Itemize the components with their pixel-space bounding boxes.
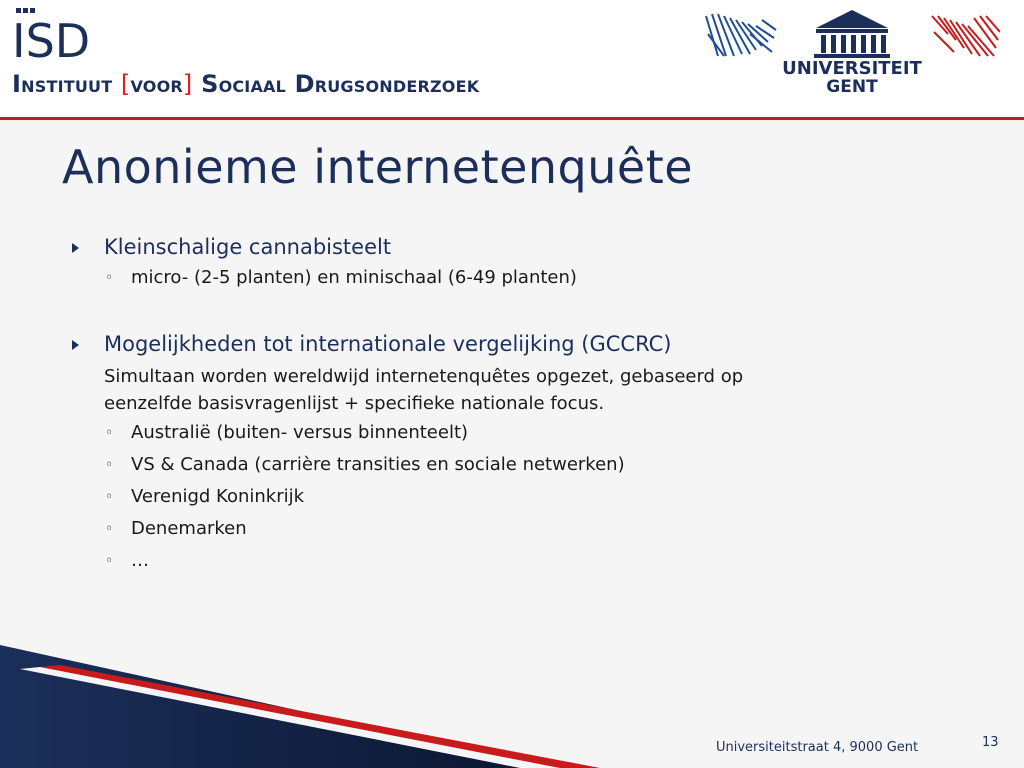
sub-bullet <box>72 513 952 545</box>
bullet-text: Mogelijkheden tot internationale vergelijking (GCCRC) <box>104 332 672 356</box>
slide-content <box>72 232 952 577</box>
circle-bullet-icon: ◦ <box>105 270 114 286</box>
paragraph-line: Simultaan worden wereldwijd internetenquêtes opgezet, gebaseerd op <box>104 366 744 387</box>
footer-decoration <box>0 645 620 768</box>
circle-bullet-icon: ◦ <box>105 489 114 505</box>
institute-name: INSTITUUT [VOOR] SOCIAAL DRUGSONDERZOEK <box>12 70 480 98</box>
sub-bullet <box>72 262 952 294</box>
circle-bullet-icon: ◦ <box>105 521 114 537</box>
paragraph-line: eenzelfde basisvragenlijst + specifieke nationale focus. <box>104 393 605 414</box>
isd-logo <box>10 2 90 64</box>
red-stripes <box>932 16 1000 56</box>
page-number: 13 <box>982 735 999 750</box>
isd-logo-text: ISD <box>12 14 90 64</box>
sub-bullet-text: Denemarken <box>131 518 247 539</box>
sub-bullet-text: … <box>131 550 149 571</box>
slide-title: Anonieme internetenquête <box>62 140 694 194</box>
sub-bullet-text: micro- (2-5 planten) en minischaal (6-49 planten) <box>131 267 577 288</box>
sub-bullet <box>72 545 952 577</box>
sub-bullet-text: Australië (buiten- versus binnenteelt) <box>131 422 469 443</box>
ugent-logo <box>704 4 1000 98</box>
bullet-paragraph <box>72 363 952 417</box>
circle-bullet-icon: ◦ <box>105 425 114 441</box>
bullet-arrow-icon <box>72 340 79 350</box>
bullet-text: Kleinschalige cannabisteelt <box>104 235 392 259</box>
sub-bullet <box>72 449 952 481</box>
footer-address: Universiteitstraat 4, 9000 Gent <box>716 740 919 755</box>
sub-bullet-text: VS & Canada (carrière transities en sociale netwerken) <box>131 454 625 475</box>
slide-header <box>0 0 1024 118</box>
circle-bullet-icon: ◦ <box>105 553 114 569</box>
university-building-icon <box>814 10 890 58</box>
circle-bullet-icon: ◦ <box>105 457 114 473</box>
header-divider <box>0 117 1024 120</box>
ugent-logo-line2: GENT <box>826 77 878 97</box>
bullet-arrow-icon <box>72 243 79 253</box>
bullet-mogelijkheden <box>72 329 952 359</box>
sub-bullet <box>72 481 952 513</box>
sub-bullet-text: Verenigd Koninkrijk <box>131 486 305 507</box>
ugent-logo-line1: UNIVERSITEIT <box>782 58 922 79</box>
bullet-kleinschalige <box>72 232 952 262</box>
sub-bullet <box>72 417 952 449</box>
blue-stripes <box>706 14 776 56</box>
